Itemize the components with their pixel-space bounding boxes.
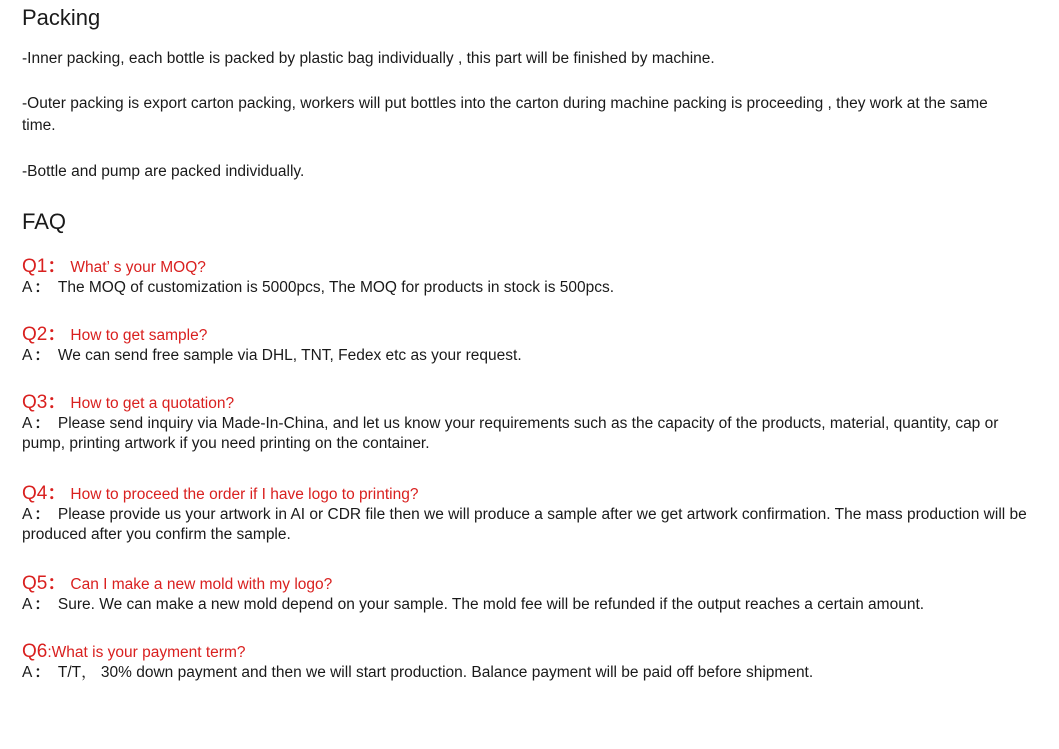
question-separator: ： — [47, 573, 67, 594]
answer-label: A — [22, 347, 33, 364]
faq-question — [22, 325, 1027, 346]
faq-answer — [22, 414, 1027, 454]
question-text: Can I make a new mold with my logo? — [70, 576, 333, 593]
packing-item-outer: -Outer packing is export carton packing, workers will put bottles into the carton during machine packing is proceeding , they work at the same time. — [22, 95, 988, 134]
question-separator: : — [47, 644, 52, 661]
faq-question — [22, 484, 1027, 505]
answer-label: A — [22, 415, 33, 432]
answer-label: A — [22, 279, 33, 296]
faq-answer — [22, 346, 1027, 366]
answer-label: A — [22, 664, 33, 681]
question-text: What’ s your MOQ? — [70, 259, 206, 276]
faq-question — [22, 257, 1027, 278]
faq-item-2 — [22, 325, 1027, 366]
packing-heading: Packing — [22, 5, 101, 30]
answer-text: The MOQ of customization is 5000pcs, The MOQ for products in stock is 500pcs. — [57, 279, 615, 296]
faq-question — [22, 393, 1027, 414]
answer-separator: ： — [34, 279, 50, 296]
answer-text: We can send free sample via DHL, TNT, Fedex etc as your request. — [57, 347, 522, 364]
answer-text: Sure. We can make a new mold depend on your sample. The mold fee will be refunded if the output reaches a certain amount. — [57, 596, 925, 613]
question-number: Q2 — [22, 324, 48, 345]
faq-item-3 — [22, 393, 1027, 454]
faq-item-1 — [22, 257, 1027, 298]
faq-answer — [22, 505, 1027, 545]
answer-label: A — [22, 506, 33, 523]
answer-separator: ： — [34, 664, 50, 681]
faq-question — [22, 642, 1027, 663]
question-number: Q6 — [22, 641, 48, 662]
faq-item-5 — [22, 574, 1027, 615]
question-text: How to get a quotation? — [70, 395, 235, 412]
answer-text: T/T， 30% down payment and then we will start production. Balance payment will be paid off before shipment. — [57, 664, 814, 681]
faq-answer — [22, 595, 1027, 615]
question-number: Q1 — [22, 256, 48, 277]
question-separator: ： — [47, 392, 67, 413]
faq-question — [22, 574, 1027, 595]
faq-item-6 — [22, 642, 1027, 683]
faq-answer — [22, 663, 1027, 683]
answer-text: Please provide us your artwork in AI or CDR file then we will produce a sample after we get artwork confirmation. The mass production will be produced after you confirm the sample. — [22, 506, 1027, 543]
answer-separator: ： — [34, 596, 50, 613]
faq-answer — [22, 278, 1027, 298]
packing-item-bottle-pump: -Bottle and pump are packed individually. — [22, 163, 305, 180]
question-number: Q5 — [22, 573, 48, 594]
answer-text: Please send inquiry via Made-In-China, and let us know your requirements such as the capacity of the products, material, quantity, cap or pump, printing artwork if you need printing on the container. — [22, 415, 999, 452]
answer-separator: ： — [34, 506, 50, 523]
question-text: How to proceed the order if I have logo to printing? — [70, 486, 419, 503]
question-separator: ： — [47, 324, 67, 345]
packing-item-inner: -Inner packing, each bottle is packed by plastic bag individually , this part will be finished by machine. — [22, 50, 715, 67]
faq-item-4 — [22, 484, 1027, 545]
answer-separator: ： — [34, 347, 50, 364]
question-number: Q4 — [22, 483, 48, 504]
question-text: How to get sample? — [70, 327, 208, 344]
answer-separator: ： — [34, 415, 50, 432]
question-text: What is your payment term? — [51, 644, 246, 661]
question-separator: ： — [47, 483, 67, 504]
answer-label: A — [22, 596, 33, 613]
question-separator: ： — [47, 256, 67, 277]
faq-heading: FAQ — [22, 209, 67, 234]
question-number: Q3 — [22, 392, 48, 413]
